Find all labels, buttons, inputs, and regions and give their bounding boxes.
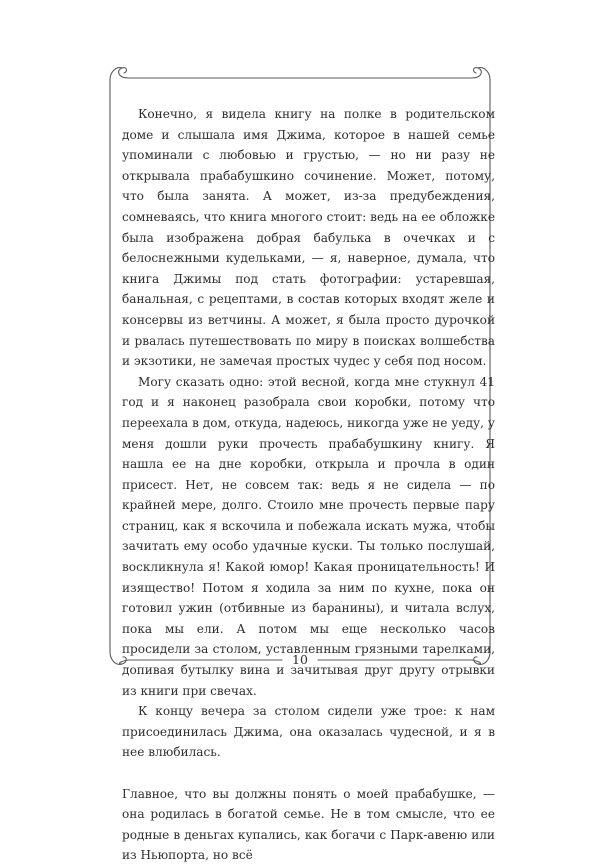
body-text: [122, 104, 495, 866]
paragraph-3: К концу вечера за столом сидели уже трое: к нам присоединилась Джима, она оказалась чудесной, и я в нее влюбилась.: [122, 704, 495, 760]
paragraph-4: Главное, что вы должны понять о моей прабабушке, — она родилась в богатой семье. Не в том смысле, что ее родные в деньгах купались, как богачи с Парк-авеню или из Ньюпорта, но всё: [122, 786, 495, 863]
paragraph-2: Могу сказать одно: этой весной, когда мне стукнул 41 год и я наконец разобрала свои коробки, потому что переехала в дом, откуда, надеюсь, никогда уже не уеду, у меня дошли руки прочесть прабабушкину книгу. Я нашла ее на дне коробки, открыла и прочла в один присест. Нет, не совсем так: ведь я не сидела — по крайней мере, долго. Стоило мне прочесть первые пару страниц, как я вскочила и побежала искать мужа, чтобы зачитать ему особо удачные куски. Ты только послушай, воскликнула я! Какой юмор! Какая проницательность! И изящество! Потом я ходила за ним по кухне, пока он готовил ужин (отбивные из баранины), и читала вслух, пока мы ели. А потом мы еще несколько часов просидели за столом, уставленным грязными тарелками, допивая бутылку вина и зачитывая друг другу отрывки из книги при свечах.: [122, 374, 495, 698]
page-number: 10: [292, 652, 308, 667]
paragraph-1: Конечно, я видела книгу на полке в родительском доме и слышала имя Джима, которое в нашей семье упоминали с любовью и грустью, — но ни разу не открывала прабабушкино сочинение. Может, потому, что была занята. А может, из-за предубеждения, сомневаясь, что книга многого стоит: ведь на ее обложке была изображена добрая бабулька в очечках и с белоснежными кудельками, — я, наверное, думала, что книга Джимы под стать фотографии: устаревшая, банальная, с рецептами, в состав которых входят желе и консервы из ветчины. А может, я была просто дурочкой и рвалась путешествовать по миру в поисках волшебства и экзотики, не замечая простых чудес у себя под носом.: [122, 107, 495, 369]
